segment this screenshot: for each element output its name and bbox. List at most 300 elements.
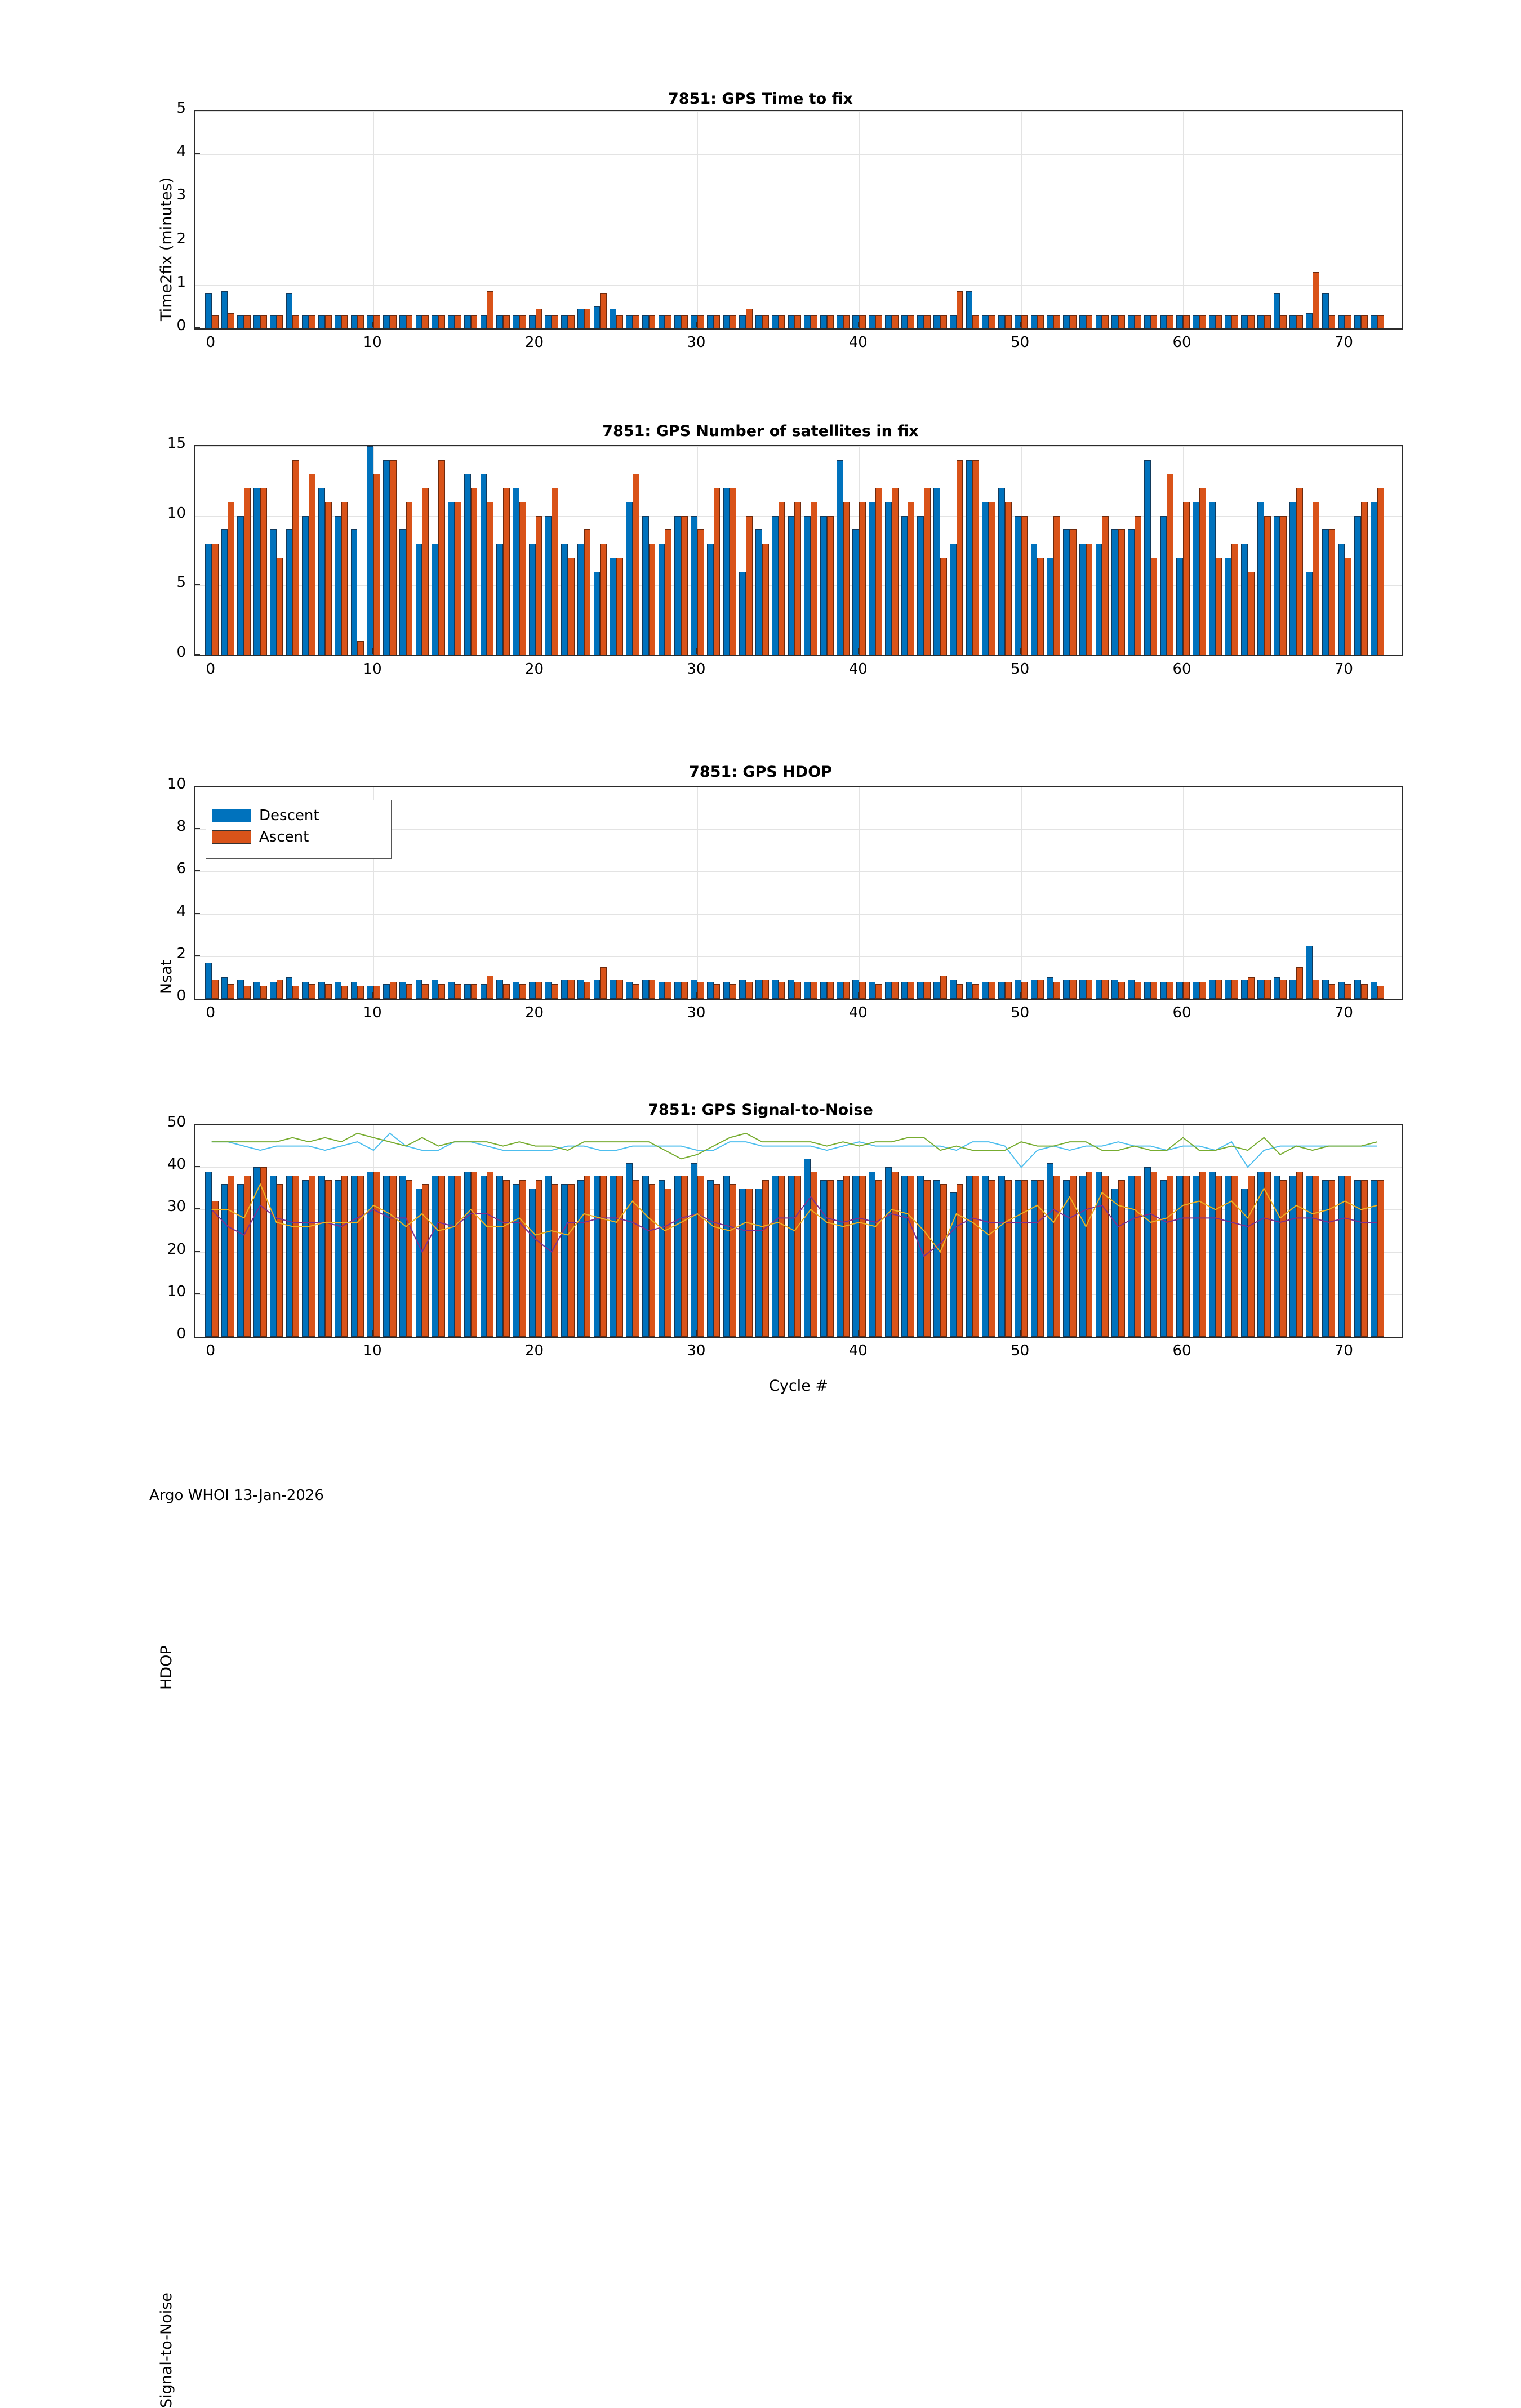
bar-descent (481, 474, 487, 655)
x-tick-mark (858, 1330, 859, 1336)
y-tick-label: 30 (167, 1198, 186, 1216)
bar-ascent (1037, 315, 1044, 328)
y-tick-label: 4 (176, 143, 186, 161)
bar-descent (1160, 982, 1167, 999)
bar-descent (674, 315, 681, 328)
bar-descent (1289, 980, 1296, 999)
bar-ascent (422, 315, 429, 328)
gridline-vertical (1021, 111, 1022, 328)
bar-ascent (746, 516, 753, 655)
bar-ascent (1070, 529, 1077, 655)
gridline-horizontal (195, 111, 1402, 112)
bar-descent (448, 982, 455, 999)
bar-ascent (341, 502, 348, 655)
y-tick-mark (194, 870, 200, 871)
bar-descent (626, 315, 633, 328)
bar-descent (1225, 980, 1231, 999)
bar-ascent (1231, 544, 1238, 655)
bar-descent (1144, 982, 1151, 999)
bar-descent (318, 488, 325, 655)
legend-item-ascent (212, 826, 384, 848)
y-tick-label: 6 (176, 860, 186, 878)
bar-ascent (827, 516, 834, 655)
bar-descent (496, 315, 503, 328)
x-tick-label: 10 (363, 1342, 382, 1359)
bar-ascent (1248, 315, 1255, 328)
bar-descent (1063, 529, 1070, 655)
bar-ascent (438, 984, 445, 999)
bar-descent (788, 516, 795, 655)
bar-ascent (940, 558, 947, 655)
bar-descent (659, 315, 665, 328)
bar-ascent (762, 544, 769, 655)
bar-descent (998, 488, 1005, 655)
bar-ascent (1183, 315, 1190, 328)
bar-ascent (746, 982, 753, 999)
y-tick-label: 20 (167, 1240, 186, 1258)
bar-descent (270, 529, 277, 655)
bar-ascent (616, 980, 623, 999)
bar-ascent (1248, 572, 1255, 655)
bar-descent (383, 315, 390, 328)
bar-descent (804, 982, 811, 999)
bar-ascent (633, 474, 639, 655)
bar-ascent (1199, 488, 1206, 655)
bar-ascent (536, 982, 542, 999)
bar-ascent (1377, 488, 1384, 655)
bar-ascent (357, 315, 364, 328)
x-tick-label: 60 (1172, 334, 1191, 351)
bar-ascent (1199, 315, 1206, 328)
bar-ascent (811, 502, 817, 655)
bar-ascent (292, 460, 299, 655)
bar-ascent (1102, 980, 1109, 999)
bar-ascent (1005, 315, 1012, 328)
bar-ascent (859, 315, 866, 328)
bar-descent (561, 544, 568, 655)
bar-descent (1274, 516, 1280, 655)
gridline-horizontal (195, 914, 1402, 915)
gridline-vertical (1183, 787, 1184, 999)
y-tick-label: 1 (176, 273, 186, 291)
bar-ascent (212, 544, 219, 655)
bar-ascent (600, 544, 607, 655)
bar-descent (982, 315, 989, 328)
bar-descent (221, 977, 228, 999)
bar-ascent (519, 315, 526, 328)
gridline-horizontal (195, 285, 1402, 286)
bar-descent (594, 572, 601, 655)
bar-ascent (1280, 980, 1287, 999)
bar-descent (1322, 980, 1329, 999)
y-tick-label: 2 (176, 230, 186, 247)
bar-ascent (1183, 982, 1190, 999)
bar-descent (1144, 460, 1151, 655)
y-tick-mark (194, 654, 200, 655)
gridline-vertical (697, 111, 698, 328)
x-tick-mark (1020, 1330, 1021, 1336)
bar-descent (561, 980, 568, 999)
bar-descent (1111, 980, 1118, 999)
bar-descent (1096, 980, 1102, 999)
bar-descent (804, 315, 811, 328)
bar-ascent (989, 982, 995, 999)
bar-descent (351, 529, 358, 655)
bar-descent (739, 572, 746, 655)
bar-ascent (552, 488, 558, 655)
panel-time-to-fix (0, 79, 1521, 372)
bar-ascent (373, 315, 380, 328)
bar-ascent (794, 982, 801, 999)
bar-ascent (455, 315, 461, 328)
bar-ascent (892, 982, 899, 999)
bar-descent (626, 982, 633, 999)
bar-descent (869, 982, 875, 999)
bar-descent (691, 516, 697, 655)
bar-ascent (1361, 984, 1368, 999)
bar-descent (513, 488, 519, 655)
bar-ascent (1102, 315, 1109, 328)
x-tick-mark (372, 648, 373, 654)
bar-descent (1096, 544, 1102, 655)
bar-ascent (1053, 315, 1060, 328)
bar-descent (1338, 544, 1345, 655)
bar-descent (1209, 502, 1216, 655)
bar-ascent (1216, 558, 1222, 655)
bar-ascent (957, 460, 963, 655)
line-trace (212, 1197, 1377, 1256)
bar-descent (788, 980, 795, 999)
bar-ascent (1313, 502, 1319, 655)
bar-ascent (989, 315, 995, 328)
bar-ascent (309, 984, 315, 999)
bar-ascent (1070, 315, 1077, 328)
bar-descent (302, 315, 309, 328)
bar-ascent (487, 976, 493, 999)
bar-descent (286, 977, 293, 999)
bar-ascent (665, 529, 671, 655)
bar-ascent (697, 529, 704, 655)
bar-descent (302, 982, 309, 999)
bar-ascent (212, 980, 219, 999)
bar-ascent (1199, 982, 1206, 999)
bar-ascent (649, 315, 656, 328)
bar-ascent (1151, 315, 1158, 328)
bar-ascent (455, 502, 461, 655)
bar-ascent (373, 474, 380, 655)
bar-ascent (390, 982, 397, 999)
bar-descent (933, 488, 940, 655)
bar-ascent (972, 460, 979, 655)
bar-descent (1225, 315, 1231, 328)
bar-ascent (1102, 516, 1109, 655)
bar-descent (335, 516, 341, 655)
bar-descent (1371, 502, 1377, 655)
bar-ascent (309, 315, 315, 328)
bar-descent (448, 502, 455, 655)
bar-ascent (1329, 315, 1336, 328)
bar-descent (1047, 558, 1053, 655)
bar-descent (481, 984, 487, 999)
bar-ascent (325, 315, 332, 328)
bar-ascent (1345, 984, 1351, 999)
bar-descent (901, 315, 908, 328)
bar-descent (254, 982, 260, 999)
legend-swatch-descent (212, 809, 251, 822)
gridline-vertical (373, 111, 374, 328)
x-tick-label: 40 (848, 661, 868, 678)
plot-area-snr (194, 1124, 1403, 1338)
bar-descent (674, 516, 681, 655)
bar-ascent (1264, 516, 1271, 655)
bar-ascent (762, 315, 769, 328)
x-tick-label: 30 (687, 1004, 706, 1021)
bar-ascent (616, 315, 623, 328)
bar-descent (788, 315, 795, 328)
bar-ascent (471, 315, 478, 328)
bar-descent (1144, 315, 1151, 328)
bar-descent (1241, 980, 1248, 999)
bar-descent (901, 982, 908, 999)
bar-ascent (1151, 558, 1158, 655)
bar-ascent (649, 980, 656, 999)
y-tick-mark (194, 828, 200, 829)
bar-ascent (649, 544, 656, 655)
bar-ascent (228, 313, 234, 328)
bar-ascent (681, 516, 688, 655)
x-tick-label: 20 (524, 1004, 544, 1021)
x-tick-label: 0 (206, 1004, 215, 1021)
bar-descent (998, 315, 1005, 328)
bar-ascent (600, 967, 607, 999)
x-tick-label: 60 (1172, 1004, 1191, 1021)
bar-descent (885, 315, 892, 328)
bar-descent (950, 980, 957, 999)
bar-ascent (228, 984, 234, 999)
bar-descent (561, 315, 568, 328)
panel-title-hdop: 7851: GPS HDOP (689, 763, 832, 781)
bar-ascent (1183, 502, 1190, 655)
bar-descent (852, 529, 859, 655)
gridline-horizontal (195, 154, 1402, 155)
bar-ascent (940, 976, 947, 999)
bar-ascent (779, 982, 785, 999)
bar-ascent (471, 488, 478, 655)
bar-descent (1209, 315, 1216, 328)
legend-item-descent (212, 805, 384, 826)
bar-ascent (536, 516, 542, 655)
panel-title-nsat: 7851: GPS Number of satellites in fix (602, 422, 919, 440)
y-tick-label: 50 (167, 1114, 186, 1130)
bar-descent (351, 315, 358, 328)
bar-descent (1306, 572, 1313, 655)
bar-ascent (584, 529, 591, 655)
bar-ascent (794, 502, 801, 655)
bar-descent (513, 982, 519, 999)
bar-ascent (1135, 315, 1141, 328)
bar-descent (1354, 315, 1361, 328)
bar-descent (1193, 502, 1199, 655)
bar-ascent (438, 460, 445, 655)
legend-label-descent: Descent (259, 807, 319, 824)
bar-descent (1257, 315, 1264, 328)
bar-ascent (1329, 529, 1336, 655)
bar-descent (237, 516, 244, 655)
bar-descent (577, 309, 584, 328)
bar-descent (1289, 315, 1296, 328)
bar-descent (496, 544, 503, 655)
bar-descent (723, 315, 730, 328)
x-tick-label: 20 (524, 1342, 544, 1359)
bar-ascent (892, 315, 899, 328)
bar-ascent (1005, 982, 1012, 999)
plot-area-nsat (194, 445, 1403, 656)
y-tick-label: 0 (176, 987, 186, 1004)
bar-ascent (1086, 544, 1093, 655)
bar-ascent (811, 982, 817, 999)
bar-ascent (892, 488, 899, 655)
bar-ascent (228, 502, 234, 655)
bar-ascent (244, 488, 251, 655)
bar-descent (416, 315, 422, 328)
plot-area-time-to-fix (194, 110, 1403, 330)
bar-ascent (875, 488, 882, 655)
bar-ascent (843, 982, 850, 999)
bar-descent (1322, 293, 1329, 328)
bar-ascent (1118, 982, 1125, 999)
bar-descent (513, 315, 519, 328)
bar-descent (1354, 516, 1361, 655)
bar-descent (1063, 315, 1070, 328)
bar-ascent (487, 502, 493, 655)
bar-ascent (665, 315, 671, 328)
x-tick-label: 70 (1334, 1342, 1353, 1359)
bar-descent (966, 460, 973, 655)
bar-descent (804, 516, 811, 655)
bar-ascent (1167, 474, 1173, 655)
bar-descent (869, 315, 875, 328)
bar-ascent (1345, 558, 1351, 655)
x-tick-mark (1020, 992, 1021, 998)
x-tick-label: 60 (1172, 1342, 1191, 1359)
bar-ascent (730, 315, 736, 328)
gridline-vertical (697, 787, 698, 999)
bar-ascent (422, 488, 429, 655)
bar-descent (399, 982, 406, 999)
bar-descent (1193, 982, 1199, 999)
bar-ascent (260, 315, 267, 328)
bar-ascent (859, 502, 866, 655)
y-tick-label: 8 (176, 818, 186, 835)
bar-ascent (357, 986, 364, 999)
y-tick-label: 0 (176, 1325, 186, 1342)
bar-ascent (1151, 982, 1158, 999)
bar-ascent (244, 986, 251, 999)
bar-descent (659, 544, 665, 655)
y-tick-label: 15 (167, 435, 186, 452)
y-tick-label: 2 (176, 945, 186, 962)
bar-descent (237, 980, 244, 999)
bar-descent (869, 502, 875, 655)
bar-descent (982, 502, 989, 655)
bar-ascent (487, 291, 493, 328)
bar-descent (723, 488, 730, 655)
bar-descent (917, 516, 924, 655)
bar-descent (1031, 544, 1038, 655)
bar-descent (933, 982, 940, 999)
bar-ascent (730, 488, 736, 655)
x-tick-label: 50 (1011, 661, 1030, 678)
x-tick-label: 40 (848, 334, 868, 351)
bar-ascent (212, 315, 219, 328)
bar-descent (286, 293, 293, 328)
bar-descent (221, 529, 228, 655)
bar-ascent (503, 488, 510, 655)
bar-descent (1063, 980, 1070, 999)
bar-descent (1079, 980, 1086, 999)
x-tick-mark (696, 322, 697, 327)
x-tick-label: 30 (687, 661, 706, 678)
bar-ascent (390, 460, 397, 655)
bar-ascent (1216, 315, 1222, 328)
bar-ascent (972, 984, 979, 999)
bar-descent (594, 980, 601, 999)
x-tick-mark (372, 322, 373, 327)
bar-ascent (471, 984, 478, 999)
bar-descent (1274, 977, 1280, 999)
y-tick-label: 40 (167, 1156, 186, 1173)
snr-line-traces (195, 1125, 1402, 1337)
x-tick-label: 50 (1011, 334, 1030, 351)
bar-ascent (292, 986, 299, 999)
axis-label-y-time-to-fix: Time2fix (minutes) (158, 177, 175, 321)
bar-ascent (325, 502, 332, 655)
bar-ascent (438, 315, 445, 328)
bar-descent (237, 315, 244, 328)
bar-ascent (325, 984, 332, 999)
bar-descent (1128, 529, 1135, 655)
bar-ascent (309, 474, 315, 655)
bar-descent (577, 544, 584, 655)
bar-descent (723, 982, 730, 999)
bar-ascent (1264, 980, 1271, 999)
bar-descent (335, 315, 341, 328)
bar-ascent (1377, 986, 1384, 999)
y-tick-label: 5 (176, 574, 186, 591)
bar-descent (1354, 980, 1361, 999)
y-tick-label: 0 (176, 317, 186, 334)
bar-ascent (714, 984, 721, 999)
y-tick-mark (194, 913, 200, 914)
bar-ascent (924, 315, 931, 328)
bar-ascent (455, 984, 461, 999)
bar-ascent (1086, 980, 1093, 999)
bar-descent (1031, 980, 1038, 999)
y-tick-mark (194, 1293, 200, 1294)
y-tick-mark (194, 153, 200, 154)
x-tick-label: 30 (687, 334, 706, 351)
x-tick-label: 50 (1011, 1342, 1030, 1359)
bar-descent (286, 529, 293, 655)
bar-ascent (633, 315, 639, 328)
bar-ascent (1231, 980, 1238, 999)
bar-ascent (1280, 315, 1287, 328)
y-tick-mark (194, 584, 200, 585)
bar-ascent (1021, 516, 1028, 655)
bar-ascent (730, 984, 736, 999)
bar-descent (610, 309, 616, 328)
bar-ascent (519, 984, 526, 999)
